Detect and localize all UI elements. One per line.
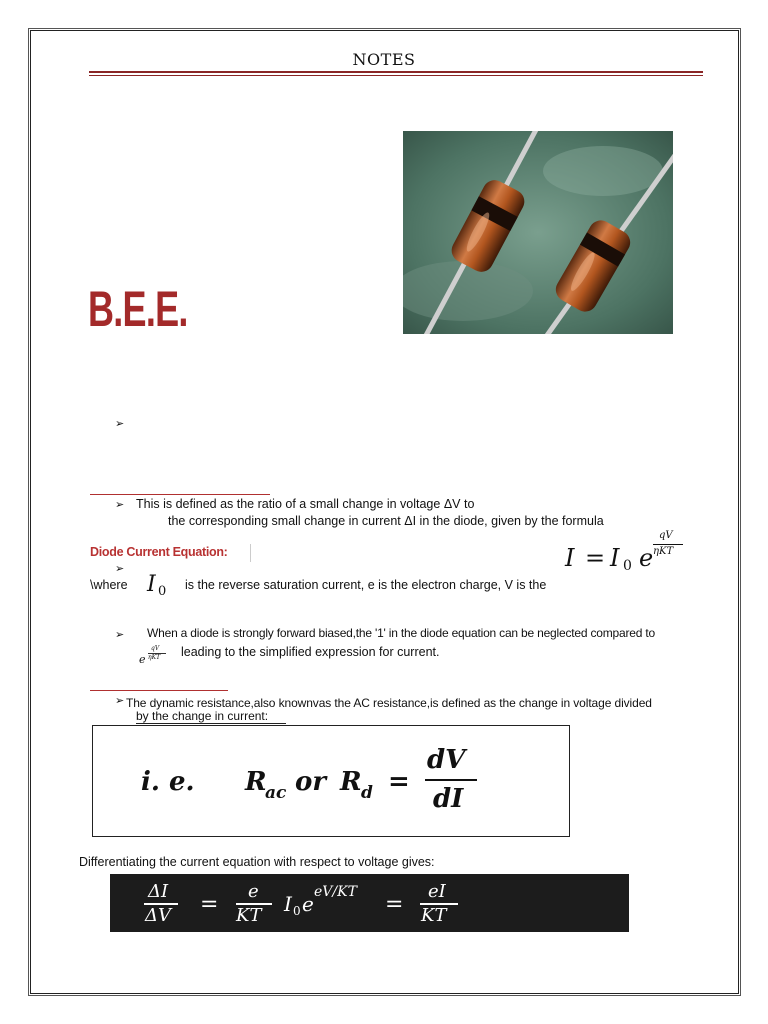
eq-num-dV: dV xyxy=(427,745,466,775)
divider xyxy=(250,544,251,562)
diff-num2: e xyxy=(248,881,259,902)
bullet-icon: ➢ xyxy=(115,499,125,511)
eq-R-ac: R xyxy=(245,767,267,797)
eq-ie: i. e. xyxy=(141,767,195,797)
diff-eq2: = xyxy=(385,892,404,917)
bullet-icon: ➢ xyxy=(115,418,125,430)
where-prefix: \where xyxy=(90,578,128,592)
small-exp-num: qV xyxy=(151,645,160,652)
dynamic-resistance-line-2: by the change in current: xyxy=(136,709,269,723)
where-description: is the reverse saturation current, e is the electron charge, V is the xyxy=(185,578,547,592)
eq-or: or xyxy=(295,767,327,797)
small-exp-den: ηKT xyxy=(148,654,161,661)
eq-exp-bar xyxy=(653,544,683,545)
page-title: NOTES xyxy=(352,50,416,69)
eq-I0-sub: 0 xyxy=(623,558,632,574)
diff-eq1: = xyxy=(200,892,219,917)
diff-den2: KT xyxy=(236,905,262,926)
dynamic-resistance-line-1: The dynamic resistance,also knownvas the AC resistance,is defined as the change in voltage divided xyxy=(126,696,652,710)
eq-I0: I xyxy=(610,544,620,572)
diode-photo xyxy=(403,131,673,334)
header-rule xyxy=(89,71,703,73)
differentiating-line: Differentiating the current equation with respect to voltage gives: xyxy=(79,855,435,869)
diff-num3: eI xyxy=(428,881,446,902)
eq-e: e xyxy=(639,544,654,572)
eq-exp-den: ηKT xyxy=(653,546,674,557)
small-e: e xyxy=(139,653,146,666)
eq-fraction-bar xyxy=(425,779,477,781)
derivative-equation-box xyxy=(110,874,629,932)
diff-exp: eV/KT xyxy=(314,884,357,900)
definition-line-1: This is defined as the ratio of a small change in voltage ΔV to xyxy=(136,497,475,511)
bullet-icon: ➢ xyxy=(115,563,125,575)
small-exponential xyxy=(139,644,171,668)
section-rule xyxy=(90,494,270,495)
eq-exp-num: qV xyxy=(659,530,673,541)
diode-equation-heading: Diode Current Equation: xyxy=(90,545,228,559)
diff-den3: KT xyxy=(421,905,447,926)
diff-I0: I xyxy=(284,892,292,916)
eq-equals: = xyxy=(585,544,606,572)
ac-resistance-equation-box xyxy=(92,725,570,837)
bullet-icon: ➢ xyxy=(115,695,125,707)
section-rule xyxy=(90,690,228,691)
bullet-icon: ➢ xyxy=(115,629,125,641)
diff-den1: ΔV xyxy=(145,905,171,926)
where-I: I xyxy=(147,572,156,597)
eq-equals: = xyxy=(388,767,410,797)
underline xyxy=(136,723,286,724)
header-rule-thin xyxy=(89,75,703,76)
eq-sub-d: d xyxy=(361,783,373,803)
where-I-sub: 0 xyxy=(158,584,167,599)
eq-R-d: R xyxy=(340,767,362,797)
where-symbol xyxy=(147,572,177,600)
forward-bias-line-1: When a diode is strongly forward biased,the '1' in the diode equation can be neglected compared to xyxy=(147,626,655,640)
diode-equation xyxy=(565,530,695,580)
eq-den-dI: dI xyxy=(433,784,464,814)
definition-line-2: the corresponding small change in current ΔI in the diode, given by the formula xyxy=(168,514,604,528)
eq-I: I xyxy=(565,544,575,572)
diff-num1: ΔI xyxy=(148,881,169,902)
diff-I0-sub: 0 xyxy=(293,904,301,918)
diff-e: e xyxy=(302,892,314,916)
bee-logo: B.E.E. xyxy=(88,281,188,337)
eq-sub-ac: ac xyxy=(265,783,287,803)
forward-bias-line-2: leading to the simplified expression for current. xyxy=(181,645,440,659)
